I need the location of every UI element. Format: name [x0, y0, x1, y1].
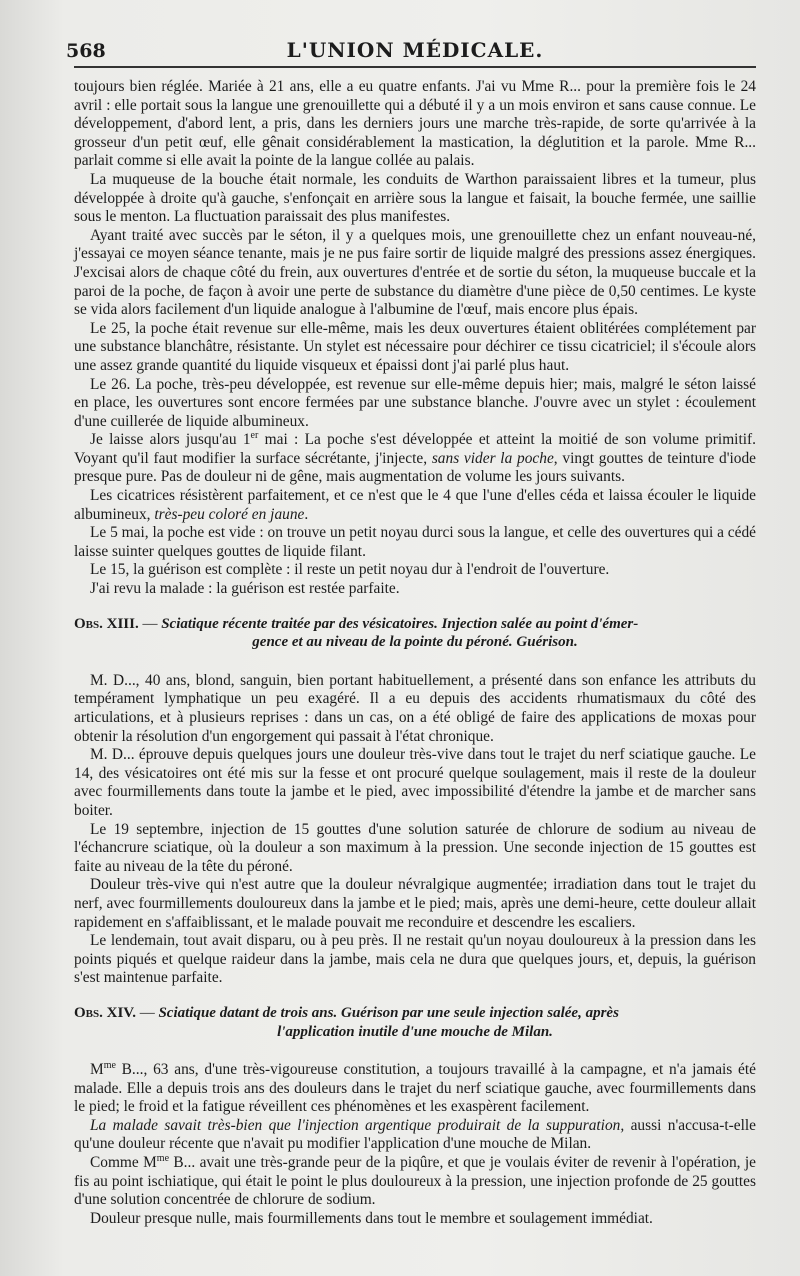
text-run: M [90, 1061, 104, 1079]
dash: — [135, 1004, 159, 1021]
text-run: B... avait une très-grande peur de la piqûre, et que je voulais éviter de revenir à l'opération, je fis au point ischiatique, qui était le point le plus douloureux à la pression, une injection profonde de 25 gouttes d'une solution concentrée de chlorure de sodium. [74, 1154, 756, 1209]
paragraph: Le 19 septembre, injection de 15 gouttes d'une solution saturée de chlorure de sodium au niveau de l'échancrure sciatique, où la douleur a son maximum à la pression. Une seconde injection de 15 gouttes est faite au niveau de la tête du péroné. [74, 820, 756, 875]
observation-title-line2: gence et au niveau de la pointe du péroné. Guérison. [252, 634, 578, 651]
text-run: Je laisse alors jusqu'au 1 [90, 431, 251, 449]
observation-number: Obs. XIII. [74, 615, 139, 632]
paragraph [74, 431, 756, 487]
superscript: me [103, 1059, 116, 1071]
page-number: 568 [66, 40, 106, 62]
text-run: Les cicatrices résistèrent parfaitement, et ce n'est que le 4 que l'une d'elles céda et laissa écouler le liquide albumineux, [74, 487, 756, 523]
paragraph: Le 25, la poche était revenue sur elle-même, mais les deux ouvertures étaient oblitérées complétement par une substance blanchâtre, résistante. Un stylet est nécessaire pour déchirer ce tissu cicatriciel; il s'écoule alors une assez grande quantité du liquide visqueux et épaissi dont j'ai parlé plus haut. [74, 319, 756, 374]
paragraph: M. D... éprouve depuis quelques jours une douleur très-vive dans tout le trajet du nerf sciatique gauche. Le 14, des vésicatoires ont été mis sur la fesse et ont procuré quelque soulagement, mais il reste de la douleur avec fourmillements dans toute la jambe et le pied, avec impossibilité d'étendre la jambe et de marcher sans boiter. [74, 746, 756, 819]
superscript: me [156, 1152, 170, 1164]
superscript: er [250, 430, 259, 442]
page-header [66, 32, 756, 68]
text-run: , vingt gouttes de teinture d'iode presque pure. Pas de douleur ni de gêne, mais augmentation de volume les jours suivants. [74, 449, 757, 486]
observation-heading-14 [74, 1004, 756, 1041]
text-run: mai : La poche s'est développée et atteint la moitié de son volume primitif. Voyant qu'il faut modifier la surface sécrétante, j'injecte, [74, 431, 756, 467]
paragraph [74, 1154, 756, 1210]
running-title: L'UNION MÉDICALE. [286, 38, 544, 62]
observation-title: Sciatique datant de trois ans. Guérison par une seule injection salée, après [158, 1004, 619, 1021]
italic-run: sans vider la poche [431, 449, 554, 467]
paragraph: M. D..., 40 ans, blond, sanguin, bien portant habituellement, a présenté dans son enfance les attributs du tempérament lymphatique un peu exagéré. Il a eu depuis des accidents rhumatismaux du côté des articulations, et à plusieurs reprises : dans un cas, on a été obligé de faire des applications de moxas pour obtenir la résolution d'un engorgement qui passait à l'état chronique. [74, 671, 756, 745]
paragraph [74, 1061, 756, 1117]
paragraph: Douleur presque nulle, mais fourmillements dans tout le membre et soulagement immédiat. [90, 1209, 653, 1227]
text-run: B..., 63 ans, d'une très-vigoureuse constitution, a toujours travaillé à la campagne, et n'a jamais été malade. Elle a depuis trois ans des douleurs dans le trajet du nerf sciatique gauche, avec fourmillements dans le pied; le froid et la fatigue réveillent ces phénomènes et les exaspèrent facilement. [74, 1061, 756, 1116]
italic-run: très-peu coloré en jaune [154, 505, 305, 523]
paragraph: J'ai revu la malade : la guérison est restée parfaite. [90, 580, 400, 598]
paragraph: La muqueuse de la bouche était normale, les conduits de Warthon paraissaient libres et la tumeur, plus développée à droite qu'à gauche, s'enfonçait en arrière sous la langue et faisait, la bouche fermée, une saillie sous le menton. La fluctuation paraissait des plus manifestes. [74, 170, 756, 226]
paragraph: Le 15, la guérison est complète : il reste un petit noyau dur à l'endroit de l'ouverture. [90, 561, 610, 579]
paragraph: Le lendemain, tout avait disparu, ou à peu près. Il ne restait qu'un noyau douloureux à la pression dans les points piqués et quelque raideur dans la jambe, mais cela ne dura que quelques jours, et, depuis, la guérison s'est maintenue parfaite. [74, 932, 756, 987]
paragraph: Douleur très-vive qui n'est autre que la douleur névralgique augmentée; irradiation dans tout le trajet du nerf, avec fourmillements douloureux dans la jambe et le pied; mais, après une demi-heure, cette douleur allait rapidement en s'affaiblissant, et le malade pouvait me reconduire et descendre les escaliers. [74, 876, 756, 931]
observation-heading-13 [74, 615, 756, 652]
text-run: Comme M [90, 1154, 157, 1172]
observation-number: Obs. XIV. [74, 1004, 136, 1021]
dash: — [138, 615, 162, 632]
text-run: aussi n'accusa-t-elle qu'une douleur récente que n'avait pu modifier l'application d'une mouche de Milan. [74, 1116, 756, 1153]
text-run: . [304, 505, 309, 523]
paragraph: Le 5 mai, la poche est vide : on trouve un petit noyau durci sous la langue, et celle des ouvertures qui a cédé laisse suinter quelques gouttes de liquide filant. [74, 524, 756, 560]
observation-title-line2: l'application inutile d'une mouche de Milan. [277, 1023, 553, 1040]
observation-title: Sciatique récente traitée par des vésicatoires. Injection salée au point d'émer- [161, 615, 639, 632]
paragraph: toujours bien réglée. Mariée à 21 ans, elle a eu quatre enfants. J'ai vu Mme R... pour la première fois le 24 avril : elle portait sous la langue une grenouillette qui a débuté il y a un mois environ et sans cause connue. Le développement, d'abord lent, a pris, dans les derniers jours une marche très-rapide, de sorte qu'arrivée à la grosseur d'un petit œuf, elle gênait considérablement la mastication, la déglutition et la parole. Mme R... parlait comme si elle avait la pointe de la langue collée au palais. [74, 78, 756, 170]
paragraph: Le 26. La poche, très-peu développée, est revenue sur elle-même depuis hier; mais, malgré le séton laissé en place, les ouvertures sont encore fermées par une substance blanche. J'ouvre avec un stylet : écoulement d'une cuillerée de liquide albumineux. [74, 375, 756, 430]
paragraph [74, 487, 756, 524]
paragraph: Ayant traité avec succès par le séton, il y a quelques mois, une grenouillette chez un enfant nouveau-né, j'essayai ce moyen séance tenante, mais je ne pus faire sortir de liquide malgré des pressions assez énergiques. J'excisai alors de chaque côté du frein, aux ouvertures d'entrée et de sortie du séton, la muqueuse buccale et la paroi de la poche, de façon à avoir une perte de substance du diamètre d'une pièce de 0,50 centimes. Le kyste se vida alors facilement d'un liquide analogue à l'albumine de l'œuf, mais encore plus épais. [74, 226, 756, 319]
paragraph [74, 1117, 756, 1154]
article-body [74, 78, 756, 1228]
italic-run: La malade savait très-bien que l'injection argentique produirait de la suppuration, [90, 1116, 625, 1134]
